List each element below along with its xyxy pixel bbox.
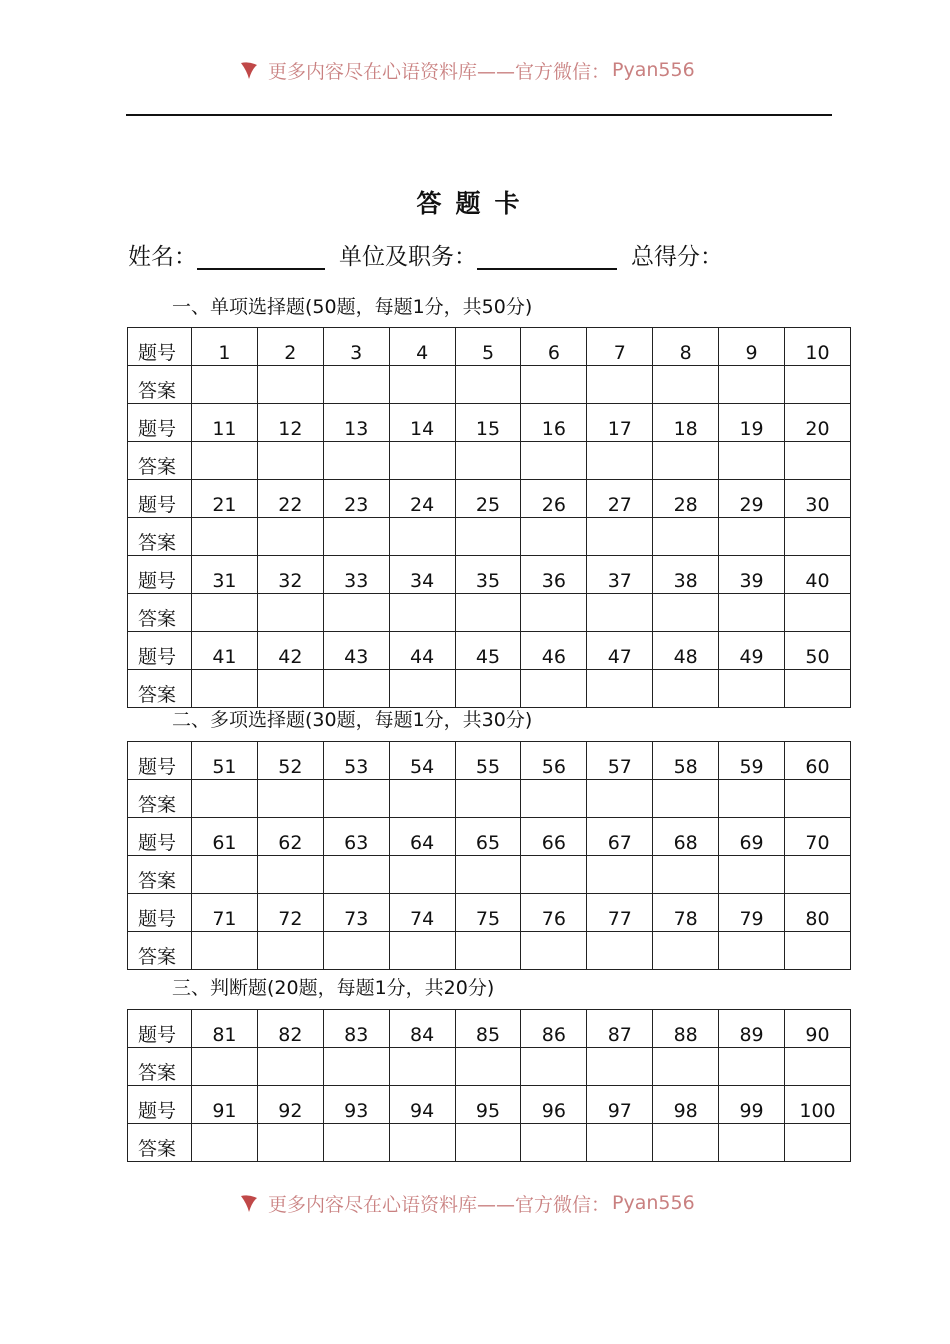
question-number: 53 bbox=[323, 742, 389, 780]
score-label: 总得分： bbox=[631, 244, 723, 270]
answer-cell[interactable] bbox=[521, 780, 587, 818]
question-number: 55 bbox=[455, 742, 521, 780]
answer-cell[interactable] bbox=[389, 932, 455, 970]
answer-cell[interactable] bbox=[785, 594, 851, 632]
question-number: 10 bbox=[785, 328, 851, 366]
answer-cell[interactable] bbox=[389, 856, 455, 894]
answer-cell[interactable] bbox=[323, 594, 389, 632]
answer-cell[interactable] bbox=[587, 594, 653, 632]
question-number: 96 bbox=[521, 1086, 587, 1124]
answer-cell[interactable] bbox=[257, 856, 323, 894]
question-number: 44 bbox=[389, 632, 455, 670]
answer-cell[interactable] bbox=[587, 442, 653, 480]
answer-label: 答案 bbox=[128, 518, 192, 556]
answer-cell[interactable] bbox=[257, 442, 323, 480]
answer-cell[interactable] bbox=[257, 1124, 323, 1162]
header-rule bbox=[126, 114, 832, 116]
answer-cell[interactable] bbox=[785, 366, 851, 404]
question-number: 67 bbox=[587, 818, 653, 856]
answer-cell[interactable] bbox=[785, 1048, 851, 1086]
question-number: 82 bbox=[257, 1010, 323, 1048]
answer-cell[interactable] bbox=[389, 442, 455, 480]
watermark-bottom bbox=[238, 1189, 695, 1217]
question-number: 15 bbox=[455, 404, 521, 442]
number-label: 题号 bbox=[128, 328, 192, 366]
question-number: 90 bbox=[785, 1010, 851, 1048]
answer-cell[interactable] bbox=[785, 442, 851, 480]
answer-label: 答案 bbox=[128, 366, 192, 404]
answer-cell[interactable] bbox=[785, 1124, 851, 1162]
answer-cell[interactable] bbox=[587, 518, 653, 556]
answer-cell[interactable] bbox=[785, 780, 851, 818]
question-number: 13 bbox=[323, 404, 389, 442]
question-number: 94 bbox=[389, 1086, 455, 1124]
question-number: 63 bbox=[323, 818, 389, 856]
answer-cell[interactable] bbox=[323, 518, 389, 556]
answer-cell[interactable] bbox=[192, 366, 258, 404]
question-number: 73 bbox=[323, 894, 389, 932]
answer-cell[interactable] bbox=[257, 932, 323, 970]
answer-cell[interactable] bbox=[192, 1048, 258, 1086]
answer-cell[interactable] bbox=[257, 594, 323, 632]
question-number: 41 bbox=[192, 632, 258, 670]
question-number: 49 bbox=[719, 632, 785, 670]
question-number: 40 bbox=[785, 556, 851, 594]
answer-cell[interactable] bbox=[587, 670, 653, 708]
number-row bbox=[128, 556, 851, 594]
answer-cell[interactable] bbox=[455, 1048, 521, 1086]
answer-cell[interactable] bbox=[455, 1124, 521, 1162]
question-number: 50 bbox=[785, 632, 851, 670]
answer-cell[interactable] bbox=[455, 366, 521, 404]
question-number: 65 bbox=[455, 818, 521, 856]
answer-cell[interactable] bbox=[785, 856, 851, 894]
question-number: 66 bbox=[521, 818, 587, 856]
section-heading-2: 二、多项选择题(30题，每题1分，共30分) bbox=[172, 709, 533, 731]
question-number: 85 bbox=[455, 1010, 521, 1048]
number-row bbox=[128, 818, 851, 856]
answer-cell[interactable] bbox=[192, 780, 258, 818]
answer-cell[interactable] bbox=[455, 932, 521, 970]
question-number: 24 bbox=[389, 480, 455, 518]
answer-row bbox=[128, 932, 851, 970]
answer-cell[interactable] bbox=[653, 780, 719, 818]
answer-cell[interactable] bbox=[653, 518, 719, 556]
question-number: 9 bbox=[719, 328, 785, 366]
question-number: 34 bbox=[389, 556, 455, 594]
number-label: 题号 bbox=[128, 556, 192, 594]
question-number: 16 bbox=[521, 404, 587, 442]
question-number: 42 bbox=[257, 632, 323, 670]
question-number: 99 bbox=[719, 1086, 785, 1124]
question-number: 86 bbox=[521, 1010, 587, 1048]
question-number: 81 bbox=[192, 1010, 258, 1048]
question-number: 38 bbox=[653, 556, 719, 594]
answer-table-3 bbox=[127, 1009, 851, 1162]
question-number: 17 bbox=[587, 404, 653, 442]
answer-row bbox=[128, 442, 851, 480]
question-number: 60 bbox=[785, 742, 851, 780]
question-number: 1 bbox=[192, 328, 258, 366]
question-number: 31 bbox=[192, 556, 258, 594]
question-number: 39 bbox=[719, 556, 785, 594]
answer-row bbox=[128, 780, 851, 818]
answer-cell[interactable] bbox=[719, 518, 785, 556]
unit-blank[interactable] bbox=[477, 240, 617, 270]
answer-cell[interactable] bbox=[653, 442, 719, 480]
answer-cell[interactable] bbox=[587, 1048, 653, 1086]
question-number: 26 bbox=[521, 480, 587, 518]
answer-cell[interactable] bbox=[587, 1124, 653, 1162]
answer-cell[interactable] bbox=[257, 670, 323, 708]
question-number: 69 bbox=[719, 818, 785, 856]
question-number: 32 bbox=[257, 556, 323, 594]
answer-cell[interactable] bbox=[587, 780, 653, 818]
answer-cell[interactable] bbox=[323, 366, 389, 404]
answer-cell[interactable] bbox=[389, 1048, 455, 1086]
answer-cell[interactable] bbox=[323, 856, 389, 894]
question-number: 91 bbox=[192, 1086, 258, 1124]
question-number: 18 bbox=[653, 404, 719, 442]
question-number: 89 bbox=[719, 1010, 785, 1048]
answer-cell[interactable] bbox=[653, 856, 719, 894]
answer-cell[interactable] bbox=[455, 442, 521, 480]
answer-cell[interactable] bbox=[323, 780, 389, 818]
answer-label: 答案 bbox=[128, 856, 192, 894]
question-number: 98 bbox=[653, 1086, 719, 1124]
answer-cell[interactable] bbox=[719, 1124, 785, 1162]
question-number: 19 bbox=[719, 404, 785, 442]
watermark-handle: Pyan556 bbox=[612, 1192, 695, 1214]
number-label: 题号 bbox=[128, 894, 192, 932]
watermark-text: 更多内容尽在心语资料库——官方微信： bbox=[268, 1193, 611, 1216]
logo-icon bbox=[238, 59, 260, 81]
answer-row bbox=[128, 366, 851, 404]
number-row bbox=[128, 404, 851, 442]
unit-label: 单位及职务： bbox=[339, 244, 477, 270]
answer-row bbox=[128, 670, 851, 708]
question-number: 11 bbox=[192, 404, 258, 442]
answer-cell[interactable] bbox=[323, 1048, 389, 1086]
question-number: 20 bbox=[785, 404, 851, 442]
question-number: 75 bbox=[455, 894, 521, 932]
answer-row bbox=[128, 856, 851, 894]
answer-cell[interactable] bbox=[323, 932, 389, 970]
answer-cell[interactable] bbox=[389, 366, 455, 404]
answer-label: 答案 bbox=[128, 932, 192, 970]
answer-cell[interactable] bbox=[389, 594, 455, 632]
answer-cell[interactable] bbox=[521, 1124, 587, 1162]
answer-row bbox=[128, 594, 851, 632]
question-number: 54 bbox=[389, 742, 455, 780]
answer-row bbox=[128, 1124, 851, 1162]
logo-icon bbox=[238, 1192, 260, 1214]
answer-cell[interactable] bbox=[389, 518, 455, 556]
answer-cell[interactable] bbox=[587, 366, 653, 404]
answer-cell[interactable] bbox=[785, 932, 851, 970]
question-number: 72 bbox=[257, 894, 323, 932]
answer-cell[interactable] bbox=[521, 670, 587, 708]
question-number: 45 bbox=[455, 632, 521, 670]
section-heading-1: 一、单项选择题(50题，每题1分，共50分) bbox=[172, 296, 533, 318]
number-row bbox=[128, 894, 851, 932]
question-number: 79 bbox=[719, 894, 785, 932]
answer-cell[interactable] bbox=[455, 856, 521, 894]
answer-cell[interactable] bbox=[455, 518, 521, 556]
question-number: 95 bbox=[455, 1086, 521, 1124]
question-number: 92 bbox=[257, 1086, 323, 1124]
question-number: 74 bbox=[389, 894, 455, 932]
answer-cell[interactable] bbox=[521, 518, 587, 556]
question-number: 7 bbox=[587, 328, 653, 366]
answer-cell[interactable] bbox=[521, 932, 587, 970]
answer-cell[interactable] bbox=[257, 1048, 323, 1086]
answer-cell[interactable] bbox=[719, 670, 785, 708]
answer-cell[interactable] bbox=[719, 1048, 785, 1086]
answer-cell[interactable] bbox=[653, 366, 719, 404]
answer-cell[interactable] bbox=[389, 670, 455, 708]
question-number: 30 bbox=[785, 480, 851, 518]
answer-cell[interactable] bbox=[389, 780, 455, 818]
answer-cell[interactable] bbox=[785, 518, 851, 556]
question-number: 57 bbox=[587, 742, 653, 780]
name-blank[interactable] bbox=[197, 240, 325, 270]
answer-cell[interactable] bbox=[192, 670, 258, 708]
answer-cell[interactable] bbox=[257, 780, 323, 818]
answer-cell[interactable] bbox=[323, 670, 389, 708]
question-number: 51 bbox=[192, 742, 258, 780]
question-number: 25 bbox=[455, 480, 521, 518]
question-number: 28 bbox=[653, 480, 719, 518]
number-row bbox=[128, 632, 851, 670]
question-number: 37 bbox=[587, 556, 653, 594]
answer-cell[interactable] bbox=[192, 442, 258, 480]
question-number: 47 bbox=[587, 632, 653, 670]
answer-cell[interactable] bbox=[192, 932, 258, 970]
question-number: 33 bbox=[323, 556, 389, 594]
answer-label: 答案 bbox=[128, 442, 192, 480]
question-number: 80 bbox=[785, 894, 851, 932]
answer-cell[interactable] bbox=[389, 1124, 455, 1162]
answer-cell[interactable] bbox=[719, 856, 785, 894]
answer-cell[interactable] bbox=[653, 594, 719, 632]
question-number: 77 bbox=[587, 894, 653, 932]
number-label: 题号 bbox=[128, 404, 192, 442]
answer-cell[interactable] bbox=[719, 442, 785, 480]
answer-label: 答案 bbox=[128, 780, 192, 818]
question-number: 6 bbox=[521, 328, 587, 366]
answer-cell[interactable] bbox=[192, 518, 258, 556]
answer-cell[interactable] bbox=[521, 856, 587, 894]
answer-label: 答案 bbox=[128, 1124, 192, 1162]
number-label: 题号 bbox=[128, 818, 192, 856]
question-number: 76 bbox=[521, 894, 587, 932]
answer-cell[interactable] bbox=[653, 670, 719, 708]
answer-cell[interactable] bbox=[455, 594, 521, 632]
answer-cell[interactable] bbox=[719, 366, 785, 404]
answer-cell[interactable] bbox=[587, 932, 653, 970]
question-number: 23 bbox=[323, 480, 389, 518]
answer-cell[interactable] bbox=[455, 670, 521, 708]
question-number: 93 bbox=[323, 1086, 389, 1124]
answer-cell[interactable] bbox=[653, 932, 719, 970]
number-row bbox=[128, 742, 851, 780]
answer-cell[interactable] bbox=[323, 1124, 389, 1162]
question-number: 83 bbox=[323, 1010, 389, 1048]
number-label: 题号 bbox=[128, 1010, 192, 1048]
answer-cell[interactable] bbox=[653, 1124, 719, 1162]
answer-cell[interactable] bbox=[719, 932, 785, 970]
question-number: 29 bbox=[719, 480, 785, 518]
question-number: 4 bbox=[389, 328, 455, 366]
answer-cell[interactable] bbox=[719, 594, 785, 632]
answer-label: 答案 bbox=[128, 1048, 192, 1086]
question-number: 56 bbox=[521, 742, 587, 780]
question-number: 8 bbox=[653, 328, 719, 366]
answer-cell[interactable] bbox=[587, 856, 653, 894]
number-row bbox=[128, 328, 851, 366]
question-number: 100 bbox=[785, 1086, 851, 1124]
question-number: 22 bbox=[257, 480, 323, 518]
info-line bbox=[128, 238, 723, 271]
number-row bbox=[128, 480, 851, 518]
number-label: 题号 bbox=[128, 742, 192, 780]
answer-cell[interactable] bbox=[653, 1048, 719, 1086]
answer-cell[interactable] bbox=[192, 856, 258, 894]
answer-table-2 bbox=[127, 741, 851, 970]
answer-cell[interactable] bbox=[257, 518, 323, 556]
name-label: 姓名： bbox=[128, 244, 197, 270]
answer-row bbox=[128, 1048, 851, 1086]
question-number: 43 bbox=[323, 632, 389, 670]
answer-cell[interactable] bbox=[521, 366, 587, 404]
watermark-handle: Pyan556 bbox=[612, 59, 695, 81]
question-number: 46 bbox=[521, 632, 587, 670]
question-number: 78 bbox=[653, 894, 719, 932]
watermark-top bbox=[238, 56, 695, 84]
question-number: 70 bbox=[785, 818, 851, 856]
question-number: 97 bbox=[587, 1086, 653, 1124]
number-row bbox=[128, 1010, 851, 1048]
question-number: 64 bbox=[389, 818, 455, 856]
answer-label: 答案 bbox=[128, 594, 192, 632]
answer-table-1 bbox=[127, 327, 851, 708]
answer-cell[interactable] bbox=[192, 594, 258, 632]
question-number: 3 bbox=[323, 328, 389, 366]
question-number: 52 bbox=[257, 742, 323, 780]
answer-cell[interactable] bbox=[785, 670, 851, 708]
answer-cell[interactable] bbox=[521, 442, 587, 480]
answer-cell[interactable] bbox=[455, 780, 521, 818]
answer-cell[interactable] bbox=[521, 1048, 587, 1086]
number-label: 题号 bbox=[128, 1086, 192, 1124]
question-number: 21 bbox=[192, 480, 258, 518]
answer-cell[interactable] bbox=[521, 594, 587, 632]
page-title: 答题卡 bbox=[416, 189, 534, 218]
question-number: 59 bbox=[719, 742, 785, 780]
question-number: 87 bbox=[587, 1010, 653, 1048]
question-number: 14 bbox=[389, 404, 455, 442]
watermark-text: 更多内容尽在心语资料库——官方微信： bbox=[268, 60, 611, 83]
question-number: 58 bbox=[653, 742, 719, 780]
number-row bbox=[128, 1086, 851, 1124]
question-number: 27 bbox=[587, 480, 653, 518]
question-number: 62 bbox=[257, 818, 323, 856]
question-number: 5 bbox=[455, 328, 521, 366]
question-number: 71 bbox=[192, 894, 258, 932]
question-number: 88 bbox=[653, 1010, 719, 1048]
question-number: 84 bbox=[389, 1010, 455, 1048]
question-number: 35 bbox=[455, 556, 521, 594]
question-number: 61 bbox=[192, 818, 258, 856]
number-label: 题号 bbox=[128, 632, 192, 670]
question-number: 2 bbox=[257, 328, 323, 366]
answer-cell[interactable] bbox=[719, 780, 785, 818]
answer-cell[interactable] bbox=[192, 1124, 258, 1162]
answer-row bbox=[128, 518, 851, 556]
question-number: 68 bbox=[653, 818, 719, 856]
answer-cell[interactable] bbox=[257, 366, 323, 404]
answer-label: 答案 bbox=[128, 670, 192, 708]
answer-cell[interactable] bbox=[323, 442, 389, 480]
section-heading-3: 三、判断题(20题，每题1分，共20分) bbox=[172, 977, 495, 999]
number-label: 题号 bbox=[128, 480, 192, 518]
question-number: 36 bbox=[521, 556, 587, 594]
question-number: 12 bbox=[257, 404, 323, 442]
question-number: 48 bbox=[653, 632, 719, 670]
